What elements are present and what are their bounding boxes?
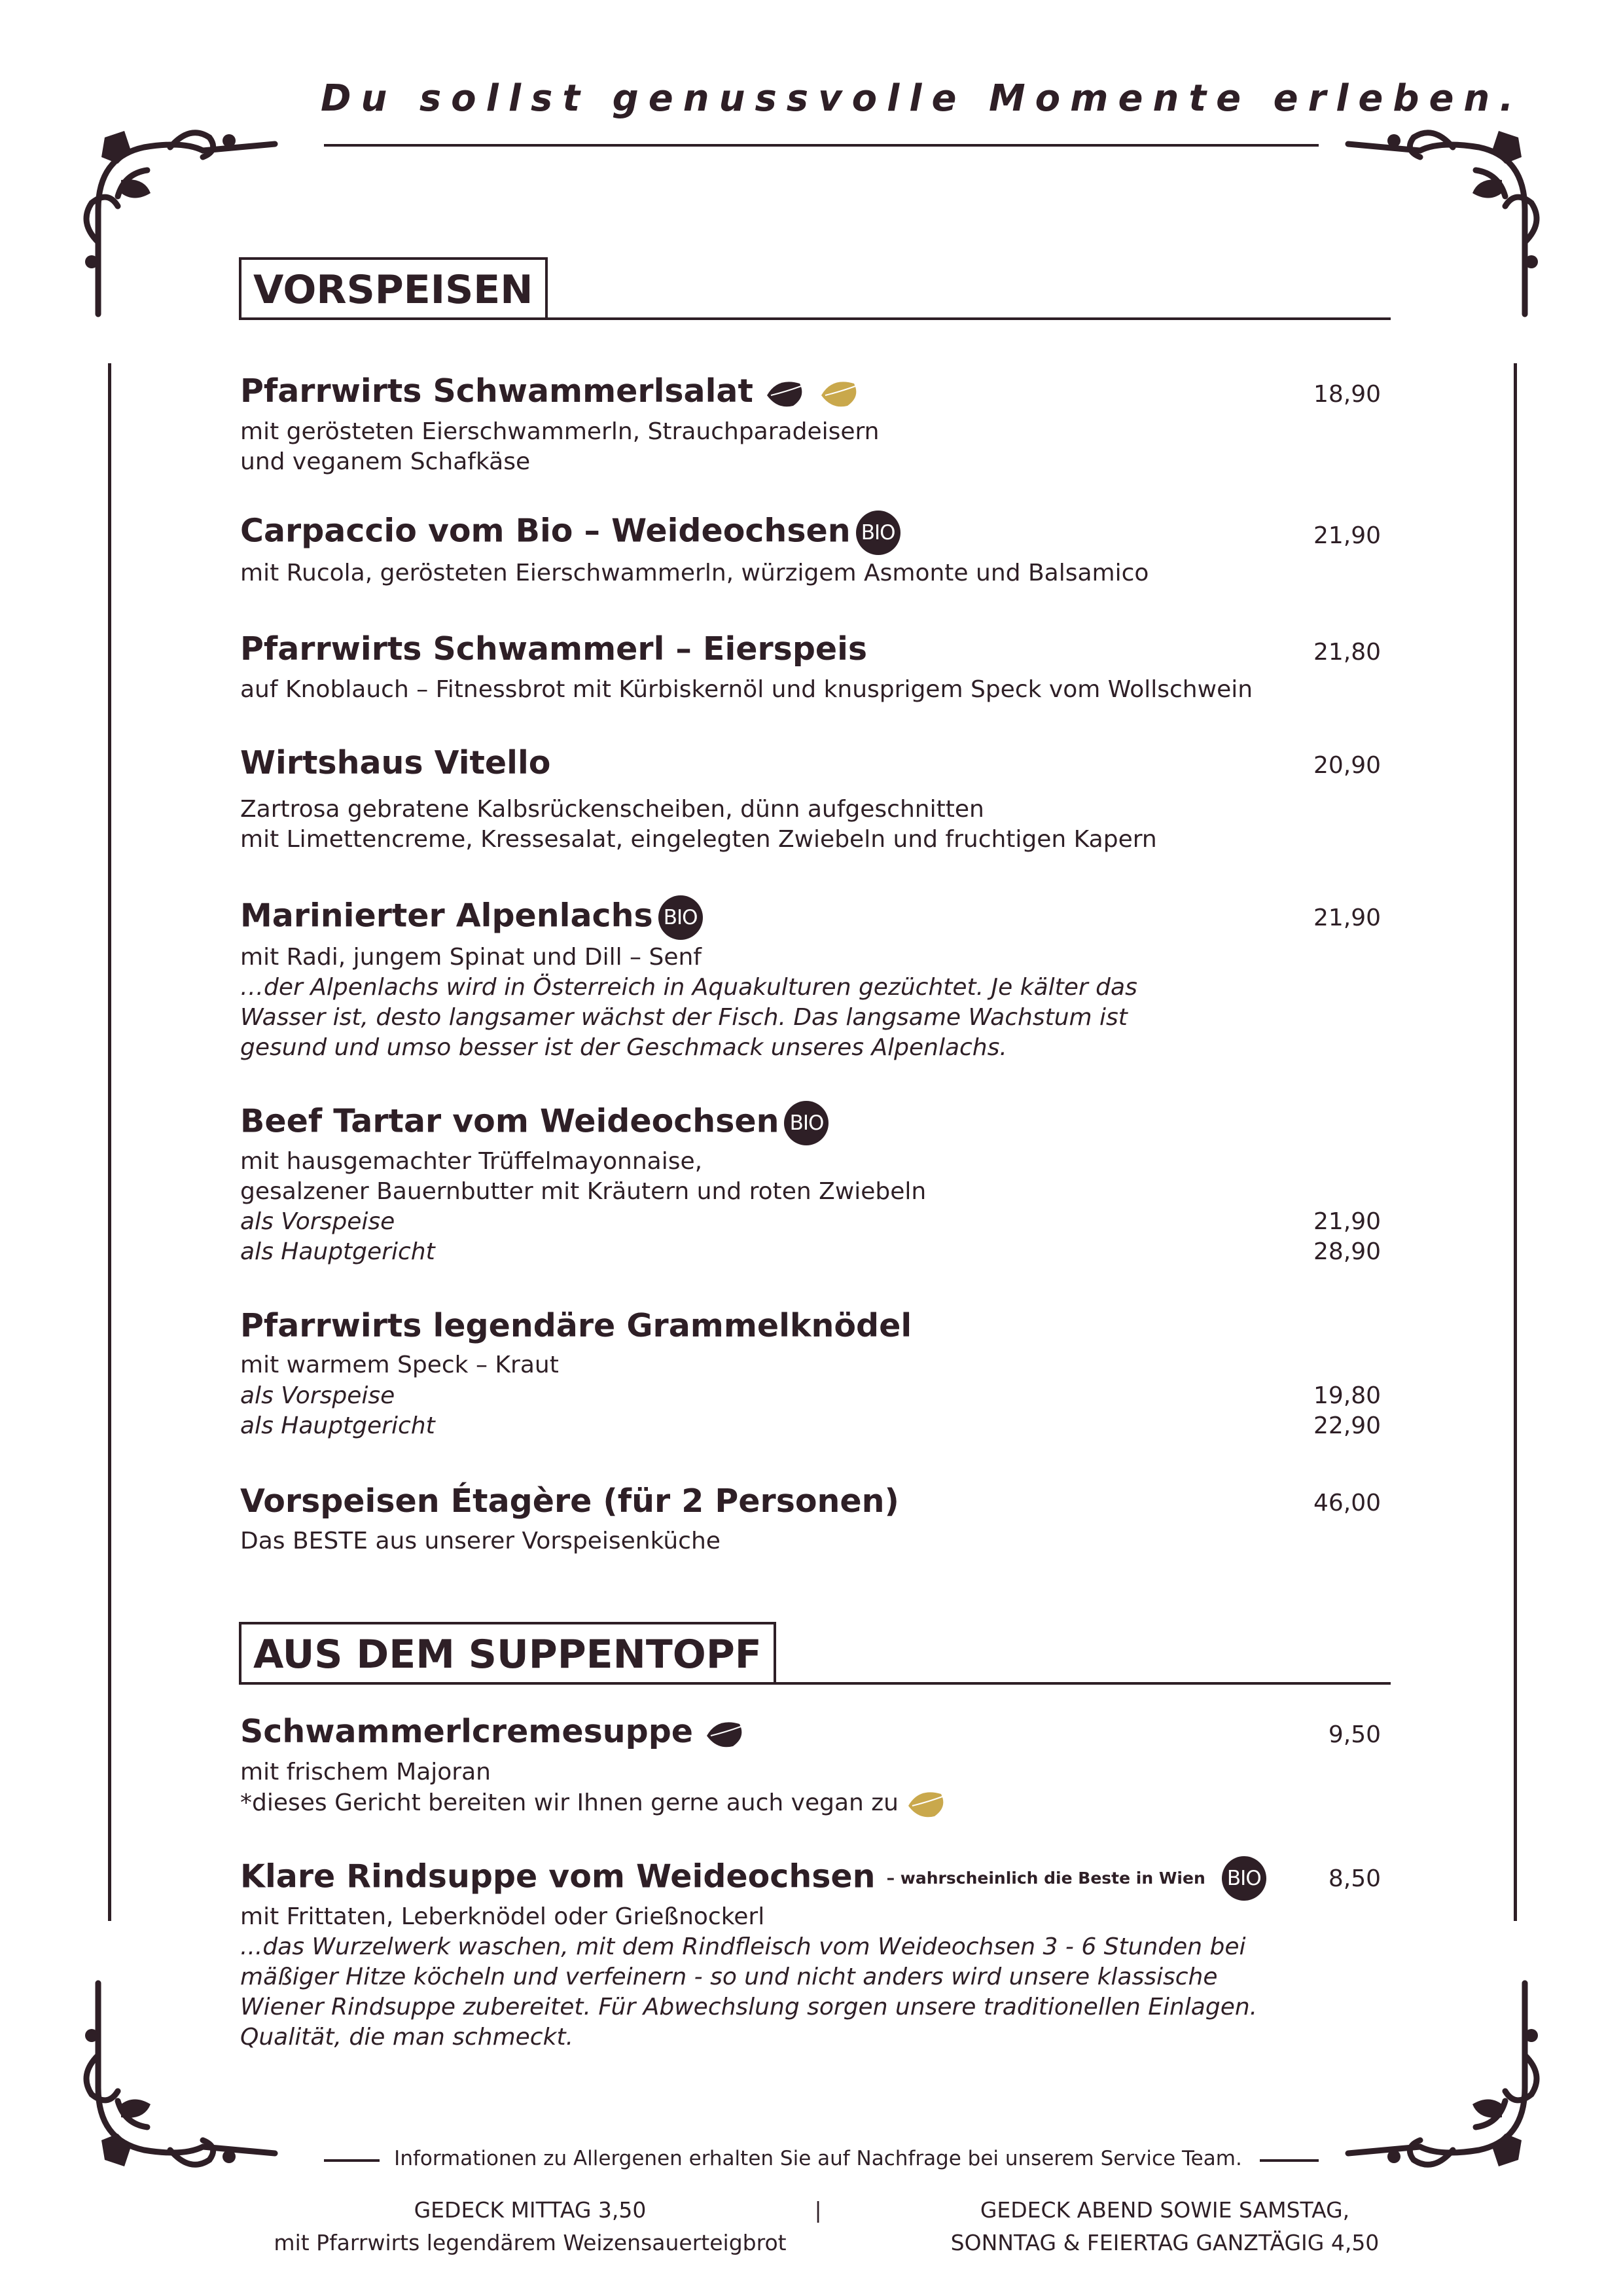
menu-item-title: Vorspeisen Étagère (für 2 Personen) (240, 1482, 899, 1520)
menu-item-title: Pfarrwirts Schwammerlsalat (240, 372, 862, 411)
menu-item-desc: mit hausgemachter Trüffelmayonnaise, (240, 1148, 703, 1175)
header-rule (324, 144, 1319, 147)
option-label: als Vorspeise (240, 1382, 395, 1409)
footer-right (870, 2194, 1459, 2259)
menu-item-price: 9,50 (1328, 1721, 1381, 1748)
corner-ornament-icon (1342, 1977, 1551, 2186)
menu-item-note: Wasser ist, desto langsamer wächst der Fisch. Das langsame Wachstum ist (240, 1004, 1128, 1031)
bio-badge: BIO (856, 511, 901, 555)
menu-item-desc: Das BESTE aus unserer Vorspeisenküche (240, 1528, 721, 1554)
footer-right-line: GEDECK ABEND SOWIE SAMSTAG, (980, 2197, 1350, 2223)
section-title: VORSPEISEN (239, 257, 548, 320)
menu-item-desc: Zartrosa gebratene Kalbsrückenscheiben, dünn aufgeschnitten (240, 796, 984, 823)
footer-rule-right (1260, 2159, 1319, 2162)
footer-separator: | (814, 2197, 822, 2223)
menu-item-desc: mit frischem Majoran (240, 1759, 491, 1785)
menu-item-title: Pfarrwirts legendäre Grammelknödel (240, 1307, 912, 1344)
menu-item-desc: und veganem Schafkäse (240, 448, 531, 475)
bio-badge: BIO (658, 895, 703, 940)
option-label: als Vorspeise (240, 1208, 395, 1235)
section-title: AUS DEM SUPPENTOPF (239, 1622, 776, 1685)
menu-item-desc: gesalzener Bauernbutter mit Kräutern und roten Zwiebeln (240, 1178, 927, 1205)
vegan-leaf-icon (819, 377, 862, 410)
menu-item-note: …der Alpenlachs wird in Österreich in Aquakulturen gezüchtet. Je kälter das (240, 974, 1137, 1001)
section-rule (239, 317, 1391, 320)
option-price: 28,90 (1313, 1238, 1381, 1265)
menu-item-price: 8,50 (1328, 1865, 1381, 1892)
menu-item-price: 21,80 (1313, 639, 1381, 666)
option-label: als Hauptgericht (240, 1238, 435, 1265)
left-border (108, 363, 111, 1921)
menu-item-title: Wirtshaus Vitello (240, 744, 551, 781)
menu-item-desc: mit warmem Speck – Kraut (240, 1352, 559, 1378)
menu-item-price: 46,00 (1313, 1490, 1381, 1516)
menu-item-price: 20,90 (1313, 752, 1381, 779)
footer-rule-left (324, 2159, 380, 2162)
menu-item-desc: auf Knoblauch – Fitnessbrot mit Kürbiskernöl und knusprigem Speck vom Wollschwein (240, 676, 1253, 703)
bio-badge: BIO (784, 1101, 829, 1145)
corner-ornament-icon (1342, 111, 1551, 321)
section-rule (239, 1682, 1391, 1685)
footer-left (236, 2194, 825, 2259)
menu-item-desc: mit gerösteten Eierschwammerln, Strauchparadeisern (240, 418, 880, 445)
menu-item-desc: mit Rucola, gerösteten Eierschwammerln, würzigem Asmonte und Balsamico (240, 560, 1149, 586)
tagline: Du sollst genussvolle Momente erleben. (321, 77, 1524, 120)
menu-item-title: Schwammerlcremesuppe (240, 1712, 747, 1751)
vegan-leaf-icon (906, 1787, 949, 1820)
menu-item-price: 21,90 (1313, 905, 1381, 931)
bio-badge: BIO (1222, 1856, 1266, 1901)
menu-item-desc: mit Limettencreme, Kressesalat, eingelegten Zwiebeln und fruchtigen Kapern (240, 826, 1157, 853)
option-price: 22,90 (1313, 1412, 1381, 1439)
menu-item-desc: mit Frittaten, Leberknödel oder Grießnockerl (240, 1903, 765, 1930)
menu-item-title: Klare Rindsuppe vom Weideochsen – wahrscheinlich die Beste in Wien BIO (240, 1856, 1266, 1901)
menu-item-note: Wiener Rindsuppe zubereitet. Für Abwechslung sorgen unsere traditionellen Einlagen. (240, 1994, 1258, 2020)
menu-item-note: gesund und umso besser ist der Geschmack unseres Alpenlachs. (240, 1034, 1007, 1061)
menu-item-title: Carpaccio vom Bio – Weideochsen BIO (240, 511, 901, 555)
option-price: 19,80 (1313, 1382, 1381, 1409)
menu-item-title: Marinierter Alpenlachs BIO (240, 895, 703, 940)
mushroom-leaf-icon (704, 1717, 747, 1750)
right-border (1514, 363, 1517, 1921)
footer-left-line: mit Pfarrwirts legendärem Weizensauerteigbrot (274, 2230, 787, 2255)
option-price: 21,90 (1313, 1208, 1381, 1235)
footer-right-line: SONNTAG & FEIERTAG GANZTÄGIG 4,50 (950, 2230, 1380, 2255)
menu-item-desc: *dieses Gericht bereiten wir Ihnen gerne auch vegan zu (240, 1787, 949, 1820)
mushroom-leaf-icon (764, 377, 808, 410)
menu-item-subtitle: – wahrscheinlich die Beste in Wien (886, 1869, 1205, 1888)
menu-item-note: Qualität, die man schmeckt. (240, 2024, 574, 2051)
menu-item-price: 18,90 (1313, 381, 1381, 408)
footer-left-line: GEDECK MITTAG 3,50 (414, 2197, 647, 2223)
menu-item-title: Beef Tartar vom Weideochsen BIO (240, 1101, 829, 1145)
allergen-note: Informationen zu Allergenen erhalten Sie auf Nachfrage bei unserem Service Team. (394, 2147, 1242, 2170)
menu-item-desc: mit Radi, jungem Spinat und Dill – Senf (240, 944, 702, 971)
menu-item-title: Pfarrwirts Schwammerl – Eierspeis (240, 630, 868, 668)
menu-item-note: mäßiger Hitze köcheln und verfeinern - so und nicht anders wird unsere klassische (240, 1964, 1218, 1990)
menu-item-price: 21,90 (1313, 522, 1381, 549)
menu-item-note: ...das Wurzelwerk waschen, mit dem Rindfleisch vom Weideochsen 3 - 6 Stunden bei (240, 1933, 1246, 1960)
option-label: als Hauptgericht (240, 1412, 435, 1439)
